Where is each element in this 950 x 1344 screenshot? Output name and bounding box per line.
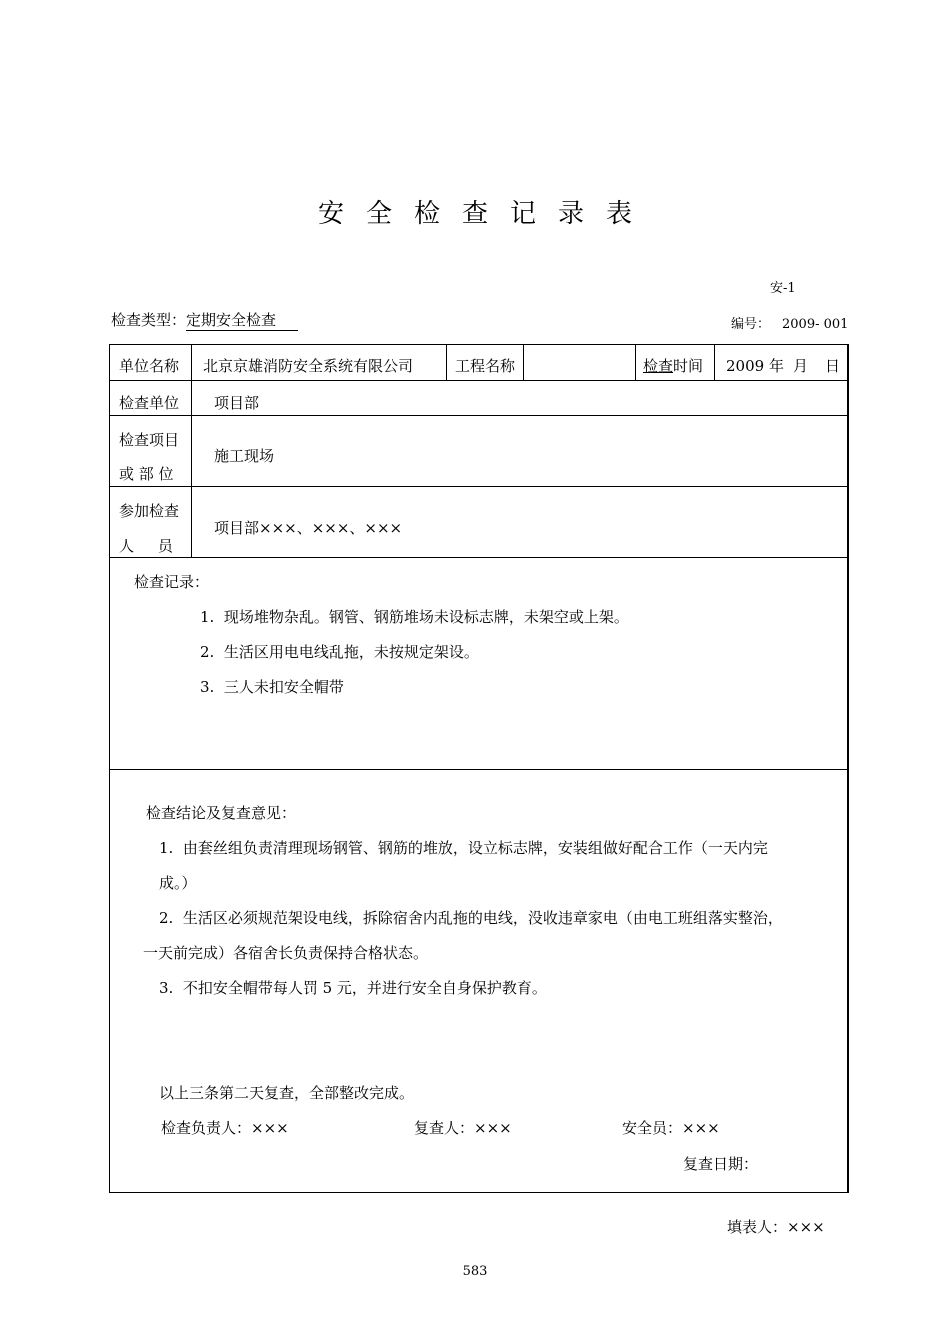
conclusion-line: 2. 生活区必须规范架设电线，拆除宿舍内乱拖的电线，没收违章家电（由电工班组落实整治，: [159, 909, 783, 927]
conclusion-label: 检查结论及复查意见：: [146, 804, 297, 822]
conclusion-line: 3. 不扣安全帽带每人罚 5 元，并进行安全自身保护教育。: [159, 979, 547, 997]
column-divider: [714, 345, 715, 380]
inspect-time-label-a: 检查: [643, 357, 674, 375]
unit-name-value: 北京京雄消防安全系统有限公司: [203, 357, 414, 375]
serial-label: 编号：: [731, 317, 771, 332]
participants-label-1: 参加检查: [119, 502, 180, 520]
serial-number: [731, 313, 848, 332]
inspection-table: [109, 344, 849, 1193]
participants-value: 项目部×××、×××、×××: [214, 519, 403, 537]
inspect-item-label-1: 检查项目: [119, 431, 180, 449]
unit-name-label: 单位名称: [119, 357, 180, 375]
inspect-time-label: [643, 355, 703, 376]
column-divider: [446, 345, 447, 380]
record-item: 2. 生活区用电电线乱拖，未按规定架设。: [200, 643, 479, 661]
row-divider: [110, 769, 847, 770]
row-divider: [110, 486, 847, 487]
inspector-signature: 检查负责人：×××: [161, 1119, 289, 1137]
form-filler: 填表人：×××: [727, 1218, 825, 1236]
column-divider: [523, 345, 524, 380]
inspect-unit-label: 检查单位: [119, 394, 180, 412]
record-label: 检查记录：: [134, 573, 210, 591]
row-divider: [110, 415, 847, 416]
inspect-time-month: 月: [793, 357, 809, 375]
recheck-date: 复查日期：: [683, 1155, 759, 1173]
rechecker-signature: 复查人：×××: [414, 1119, 512, 1137]
serial-value: 2009- 001: [782, 317, 849, 332]
column-divider: [635, 345, 636, 380]
inspect-item-label-2: 或 部 位: [119, 465, 174, 483]
inspect-time-year: 2009 年: [726, 357, 784, 375]
safety-officer-signature: 安全员：×××: [622, 1119, 720, 1137]
conclusion-line: 一天前完成）各宿舍长负责保持合格状态。: [143, 944, 429, 962]
conclusion-line: 成。）: [159, 874, 197, 892]
participants-label-2: 人 员: [119, 537, 173, 555]
inspection-type-value: 定期安全检查: [186, 309, 298, 331]
inspect-time-label-b: 时间: [673, 357, 704, 375]
inspection-type: [111, 309, 298, 331]
conclusion-line: 1. 由套丝组负责清理现场钢管、钢筋的堆放，设立标志牌，安装组做好配合工作（一天内完: [159, 839, 768, 857]
form-code: 安-1: [770, 281, 796, 296]
recheck-note: 以上三条第二天复查，全部整改完成。: [159, 1084, 415, 1102]
row-divider: [110, 557, 847, 558]
inspect-item-value: 施工现场: [214, 447, 275, 465]
page-title: 安全检查记录表: [317, 199, 654, 229]
record-item: 1. 现场堆物杂乱。钢管、钢筋堆场未设标志牌，未架空或上架。: [200, 608, 629, 626]
project-name-label: 工程名称: [455, 357, 516, 375]
row-divider: [110, 380, 847, 381]
inspect-unit-value: 项目部: [214, 394, 260, 412]
inspect-time-day: 日: [825, 357, 841, 375]
inspection-type-label: 检查类型：: [111, 311, 187, 329]
record-item: 3. 三人未扣安全帽带: [200, 678, 344, 696]
page-number: 583: [462, 1264, 488, 1279]
column-divider: [191, 345, 192, 557]
